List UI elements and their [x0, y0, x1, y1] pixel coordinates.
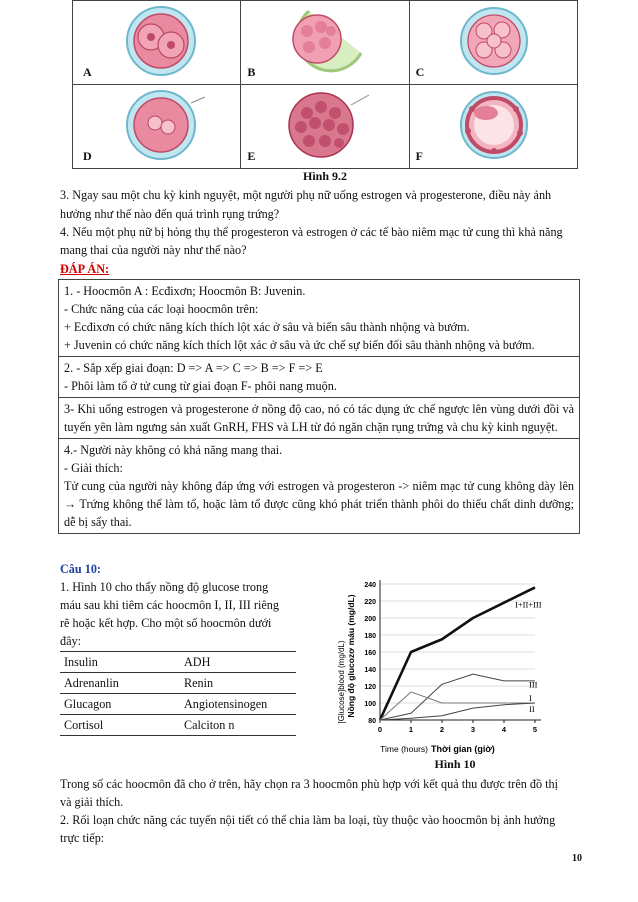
- page-number: 10: [572, 853, 582, 864]
- y-tick-label: 100: [364, 701, 376, 708]
- y-tick-label: 160: [364, 650, 376, 657]
- figure-cell-c: [409, 1, 577, 85]
- figure-caption: Hình 9.2: [302, 169, 347, 183]
- hormone-cell: Calciton n: [180, 715, 296, 736]
- cau-10-question-2: trực tiếp:: [60, 831, 105, 845]
- x-axis-label-en: Time (hours): [380, 744, 428, 754]
- cau-10-question-2: 2. Rối loạn chức năng các tuyến nội tiết có thể chia làm ba loại, tùy thuộc vào hoocmôn bị ảnh hưởng: [60, 813, 556, 827]
- embryo-hatching-icon: [269, 3, 379, 79]
- x-axis: [378, 720, 541, 734]
- x-tick-label: 2: [439, 725, 445, 734]
- figure-label: E: [247, 149, 256, 163]
- figure-cell-f: [409, 85, 577, 169]
- cau-10-question-1: và giải thích.: [60, 795, 124, 809]
- question-3-line-1: 3. Ngay sau một chu kỳ kinh nguyệt, một người phụ nữ uống estrogen và progesterone, điều này ảnh: [60, 188, 552, 202]
- y-tick-label: 180: [364, 633, 376, 640]
- y-axis-label-en: [Glucose]blood (mg/dL): [337, 640, 346, 724]
- y-tick-label: 80: [368, 718, 376, 725]
- figure-label: F: [415, 149, 423, 163]
- cau-10-heading: Câu 10:: [60, 562, 101, 576]
- figure-cell-a: [73, 1, 241, 85]
- y-tick-label: 200: [364, 616, 376, 623]
- cau-10-question-1: Trong số các hoocmôn đã cho ở trên, hãy chọn ra 3 hoocmôn phù hợp với kết quả thu được trên đồ thị: [60, 777, 559, 791]
- figure-cell-e: [241, 85, 409, 169]
- embryo-zygote-icon: [101, 87, 211, 163]
- y-tick-label: 140: [364, 667, 376, 674]
- answer-text: - Giải thích:: [64, 461, 123, 475]
- x-tick-label: 3: [470, 725, 476, 734]
- question-3-line-2: hưởng như thế nào đến quá trình rụng trứng?: [60, 207, 280, 221]
- hormone-cell: Glucagon: [60, 694, 180, 715]
- embryo-8-cell-icon: [438, 3, 548, 79]
- x-tick-label: 1: [408, 725, 414, 734]
- figure-label: C: [415, 65, 425, 79]
- answer-text: Tử cung của người này không đáp ứng với estrogen và progesteron -> niêm mạc tử cung không dày lên → Trứng không thể làm tổ, hoặc làm tổ được cũng khó phát triển thành phôi do thiếu chất dinh dưỡng; dễ bị sẩy thai.: [64, 479, 574, 529]
- series-label: I: [529, 692, 532, 703]
- hormone-cell: Angiotensinogen: [180, 694, 296, 715]
- answer-text: + Ecđixơn có chức năng kích thích lột xác ở sâu và biến sâu thành nhộng và bướm.: [64, 320, 470, 334]
- embryo-2-cell-icon: [101, 3, 211, 79]
- question-4-line-1: 4. Nếu một phụ nữ bị hỏng thụ thể progesteron và estrogen ở các tế bào niêm mạc tử cung thì khả năng: [60, 225, 563, 239]
- hormone-cell: Renin: [180, 673, 296, 694]
- series-label: III: [529, 679, 538, 690]
- cau-10-intro: đây:: [60, 634, 81, 648]
- embryo-morula-icon: [269, 87, 379, 163]
- x-tick-label: 0: [377, 725, 383, 734]
- x-axis-label-vi: Thời gian (giờ): [431, 744, 495, 754]
- cau-10-intro: máu sau khi tiêm các hoocmôn I, II, III riêng: [60, 598, 279, 612]
- answer-text: - Chức năng của các loại hoocmôn trên:: [64, 302, 259, 316]
- figure-9-2-grid: [72, 0, 578, 169]
- figure-cell-b: [241, 1, 409, 85]
- cau-10-intro: 1. Hình 10 cho thấy nồng độ glucose trong: [60, 580, 269, 594]
- answer-text: 4.- Người này không có khả năng mang thai.: [64, 443, 283, 457]
- figure-label: A: [83, 65, 92, 79]
- answer-text: 1. - Hoocmôn A : Ecđixơn; Hoocmôn B: Juvenin.: [64, 284, 306, 298]
- figure-label: D: [83, 149, 92, 163]
- y-tick-label: 220: [364, 599, 376, 606]
- y-tick-label: 240: [364, 582, 376, 589]
- series-line-I-II-III: [380, 587, 535, 720]
- y-tick-label: 120: [364, 684, 376, 691]
- table-row: [60, 694, 296, 715]
- answer-row: [59, 439, 580, 534]
- answer-row: [59, 280, 580, 357]
- y-axis-label-vi: Nồng độ glucozơ máu (mg/dL): [346, 594, 356, 718]
- chart-caption: Hình 10: [434, 757, 476, 771]
- glucose-line-chart: [320, 570, 590, 760]
- figure-cell-d: [73, 85, 241, 169]
- series-label: II: [529, 703, 535, 714]
- table-row: [60, 652, 296, 673]
- answer-heading: ĐÁP ÁN:: [60, 262, 110, 276]
- cau-10-intro: rẽ hoặc kết hợp. Cho một số hoocmôn dưới: [60, 616, 272, 630]
- answer-text: + Juvenin có chức năng kích thích lột xác ở sâu và ức chế sự biến đổi sâu thành nhộng và bướm.: [64, 338, 535, 352]
- figure-label: B: [247, 65, 256, 79]
- hormone-cell: Cortisol: [60, 715, 180, 736]
- answer-row: [59, 357, 580, 398]
- x-tick-label: 4: [501, 725, 507, 734]
- answer-table: [58, 279, 580, 534]
- series-label: I+II+III: [515, 599, 542, 610]
- series-labels: [515, 599, 542, 714]
- hormone-table: [60, 651, 296, 736]
- embryo-blastocyst-icon: [438, 87, 548, 163]
- answer-text: - Phôi làm tổ ở tử cung từ giai đoạn F- phôi nang muộn.: [64, 379, 337, 393]
- series-line-II: [380, 703, 535, 720]
- x-tick-label: 5: [532, 725, 538, 734]
- table-row: [60, 673, 296, 694]
- hormone-cell: Adrenanlin: [60, 673, 180, 694]
- table-row: [60, 715, 296, 736]
- hormone-cell: ADH: [180, 652, 296, 673]
- series-line-I: [380, 692, 535, 720]
- hormone-cell: Insulin: [60, 652, 180, 673]
- series-line-III: [380, 674, 535, 720]
- answer-text: 2. - Sắp xếp giai đoạn: D => A => C => B => F => E: [64, 361, 323, 375]
- answer-row: [59, 398, 580, 439]
- chart-series: [380, 587, 535, 720]
- question-4-line-2: mang thai của người này như thế nào?: [60, 243, 247, 257]
- answer-text: 3- Khi uống estrogen và progesterone ở nồng độ cao, nó có tác dụng ức chế ngược lên vùng dưới đồi và tuyến yên làm ngưng sản xuất GnRH, FHS và LH từ đó ngăn chặn rụng trứng và chu kỳ kinh nguyệt.: [64, 402, 574, 434]
